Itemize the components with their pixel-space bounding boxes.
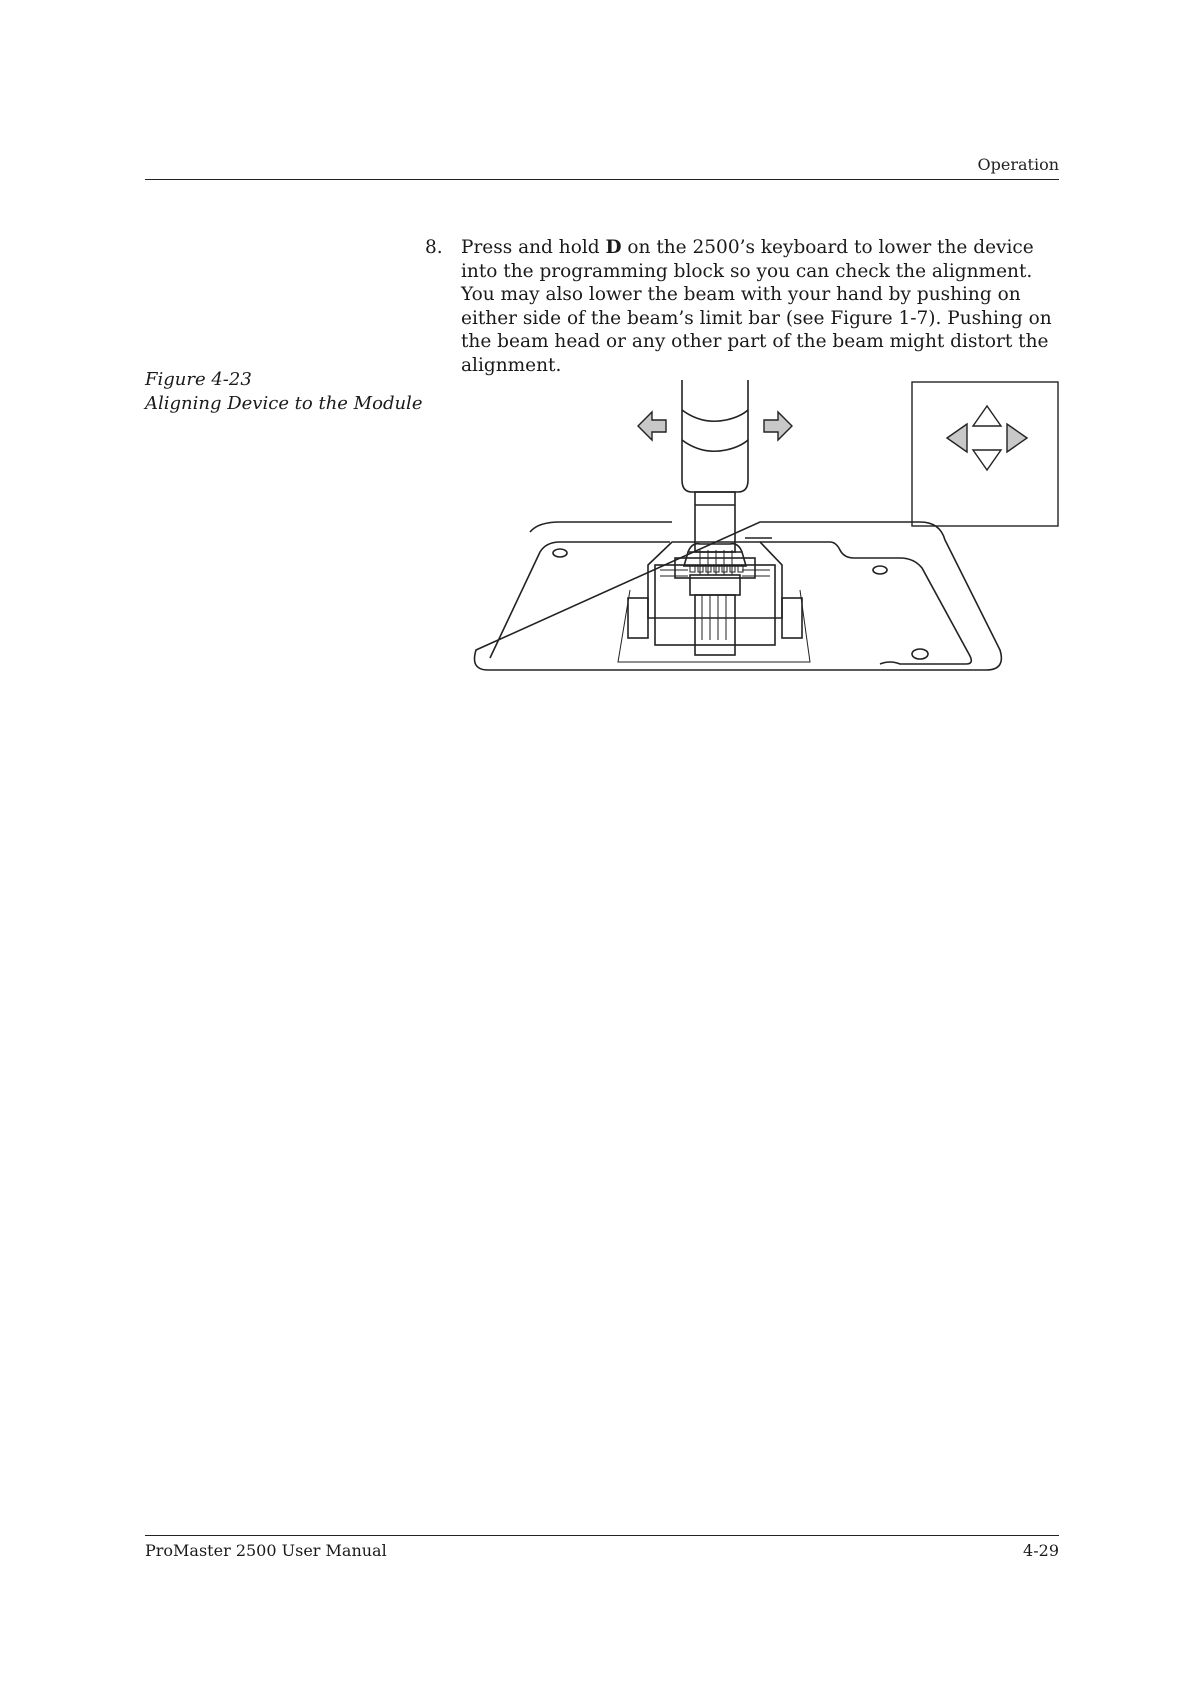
down-triangle-icon bbox=[973, 450, 1001, 470]
step-text-after: on the 2500’s keyboard to lower the device into the programming block so you can check the alignment. You may also lower the beam with your hand by pushing on either side of the beam’s limit bar (see Figure 1-7). Pushing on the beam head or any other part of the beam might distort the alignment. bbox=[461, 237, 1052, 376]
up-triangle-icon bbox=[973, 406, 1001, 426]
right-arrow-icon bbox=[764, 412, 792, 440]
beam-column bbox=[682, 380, 748, 492]
step-text bbox=[461, 236, 1061, 377]
figure-label: Figure 4-23 bbox=[145, 369, 252, 390]
right-triangle-icon bbox=[1007, 424, 1027, 452]
footer-rule bbox=[145, 1535, 1059, 1536]
figure-title: Aligning Device to the Module bbox=[145, 393, 423, 414]
alignment-illustration bbox=[420, 370, 1060, 750]
step-key: D bbox=[605, 237, 622, 258]
base-plate bbox=[475, 522, 1002, 670]
left-arrow-icon bbox=[638, 412, 666, 440]
step-number: 8. bbox=[425, 237, 443, 258]
figure-illustration bbox=[420, 370, 1060, 750]
left-triangle-icon bbox=[947, 424, 967, 452]
header-rule bbox=[145, 179, 1059, 180]
footer-page-number: 4-29 bbox=[1023, 1541, 1059, 1560]
header-section-title: Operation bbox=[977, 155, 1059, 174]
device-chip bbox=[684, 552, 746, 566]
footer-manual-title: ProMaster 2500 User Manual bbox=[145, 1541, 387, 1560]
step-text-before: Press and hold bbox=[461, 237, 606, 258]
figure-caption bbox=[145, 368, 422, 416]
programming-block bbox=[648, 542, 782, 618]
